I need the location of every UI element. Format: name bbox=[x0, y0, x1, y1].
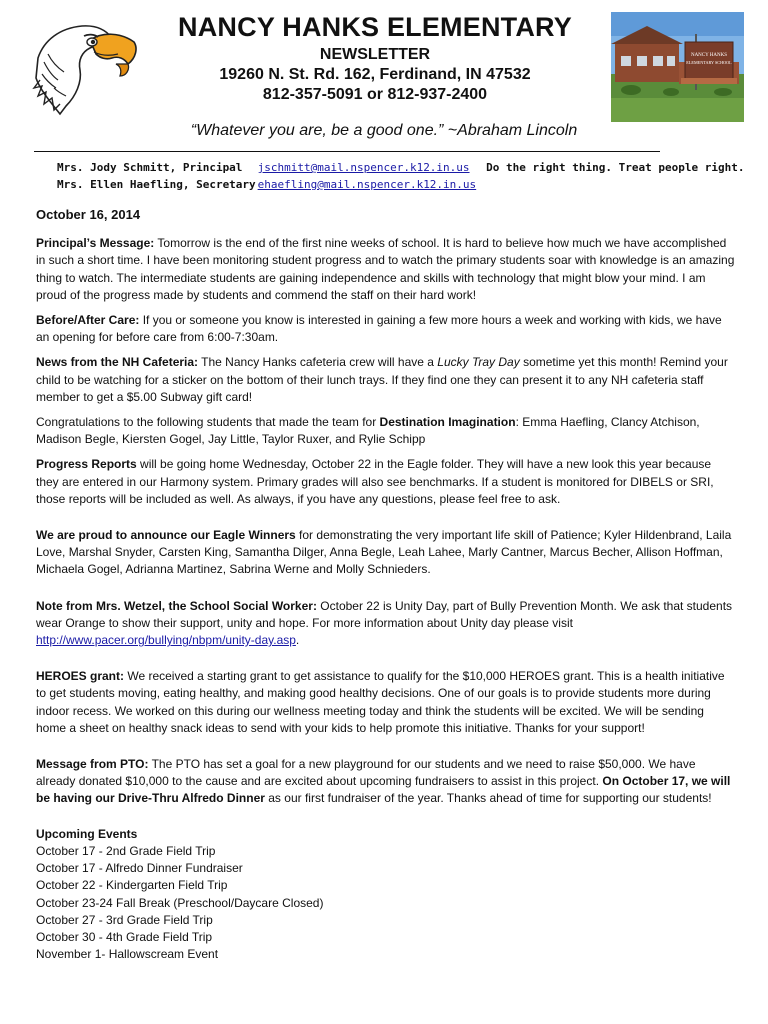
list-item: October 17 - 2nd Grade Field Trip bbox=[36, 843, 216, 858]
list-item: October 30 - 4th Grade Field Trip bbox=[36, 929, 213, 944]
section-heading: Before/After Care: bbox=[36, 313, 140, 328]
section-heading: HEROES grant: bbox=[36, 669, 125, 684]
social-worker-note bbox=[36, 598, 736, 650]
cafeteria-news bbox=[36, 354, 736, 406]
principal-name: Mrs. Jody Schmitt, Principal bbox=[57, 161, 243, 174]
section-text: The Nancy Hanks cafeteria crew will have a bbox=[198, 355, 438, 370]
alfredo-dinner-announcement: On October 17, we will be having our Drive-Thru Alfredo Dinner bbox=[36, 774, 731, 806]
section-heading: Principal’s Message: bbox=[36, 236, 155, 251]
school-name: NANCY HANKS ELEMENTARY bbox=[178, 12, 572, 42]
school-title-block bbox=[140, 12, 610, 105]
school-phone: 812-357-5091 or 812-937-2400 bbox=[262, 86, 488, 103]
section-text: We received a starting grant to get assistance to qualify for the $10,000 HEROES grant. This is a health initiative to get students moving, eating healthy, and making good healthy decisions. One of our goals is to provide students more during indoor recess. We worked on this during our wellness meeting today and think the students will be excited. We will be sending home a sheet on healthy snack ideas to send with your kids to help promote this initiative. Thanks for your support! bbox=[36, 669, 725, 735]
list-item: October 22 - Kindergarten Field Trip bbox=[36, 878, 228, 893]
upcoming-events-list bbox=[36, 843, 736, 963]
newsletter-header bbox=[0, 0, 768, 191]
section-text: . bbox=[295, 633, 300, 648]
eagle-winners bbox=[36, 527, 736, 579]
section-text: as our first fundraiser of the year. Thanks ahead of time for supporting our students! bbox=[264, 791, 712, 806]
section-text: will be going home Wednesday, October 22 in the Eagle folder. They will have a new look this year because they are entered in our Harmony system. Primary grades will also see benchmarks. If a student is monitored for DIBELS or SRI, those reports will be included as well. As always, if you have any questions, please feel free to ask. bbox=[36, 457, 714, 506]
section-text: Congratulations to the following students that made the team for bbox=[36, 415, 380, 430]
section-heading: News from the NH Cafeteria: bbox=[36, 355, 199, 370]
section-heading: Message from PTO: bbox=[36, 757, 149, 772]
pto-message bbox=[36, 756, 736, 808]
section-text: Tomorrow is the end of the first nine weeks of school. It is hard to believe how much we have accomplished in such a short time. I have been monitoring student progress and to watch the primary students soar with knowledge is an amazing thing to watch. The intermediate students are gaining independence and skills with technology that might blow your mind. I am proud of the progress made by students and commend the staff on their hard work! bbox=[36, 236, 735, 302]
section-text: If you or someone you know is interested in gaining a few more hours a week and working with kids, we have an opening for before care from 6:00-7:30am. bbox=[36, 313, 722, 345]
section-text: : Emma Haefling, Clancy Atchison, Madison Begle, Kiersten Gogel, Jay Little, Taylor Ruxer, and Rylie Schipp bbox=[36, 415, 700, 447]
list-item: November 1- Hallowscream Event bbox=[36, 947, 219, 962]
section-heading: We are proud to announce our Eagle Winners bbox=[36, 528, 296, 543]
eagle-mascot-logo bbox=[30, 18, 142, 122]
newsletter-label: NEWSLETTER bbox=[319, 46, 431, 63]
section-text: The PTO has set a goal for a new playground for our students and we need to raise $50,000. We have already donated $10,000 to the cause and are excited about upcoming fundraisers to assist in this project. bbox=[36, 757, 696, 789]
destination-imagination-label: Destination Imagination bbox=[379, 415, 516, 430]
svg-text:ELEMENTARY SCHOOL: ELEMENTARY SCHOOL bbox=[686, 60, 732, 65]
principal-message bbox=[36, 235, 736, 304]
section-text: October 22 is Unity Day, part of Bully Prevention Month. We ask that students wear Orange to show their support, unity and hope. For more information about Unity day please visit bbox=[36, 598, 733, 630]
destination-imagination bbox=[36, 414, 736, 448]
secretary-email-link[interactable]: ehaefling@mail.nspencer.k12.in.us bbox=[257, 178, 477, 191]
svg-text:NANCY HANKS: NANCY HANKS bbox=[690, 53, 728, 58]
secretary-row bbox=[57, 176, 744, 193]
school-address: 19260 N. St. Rd. 162, Ferdinand, IN 47532 bbox=[219, 66, 531, 83]
lincoln-quote: “Whatever you are, be a good one.” ~Abraham Lincoln bbox=[190, 122, 578, 139]
heroes-grant bbox=[36, 668, 736, 737]
secretary-name: Mrs. Ellen Haefling, Secretary bbox=[57, 178, 256, 191]
section-text: sometime yet this month! Remind your child to be watching for a sticker on the bottom of their lunch trays. If they find one they can present it to any NH cafeteria staff member to get a $5.00 Subway gift card! bbox=[36, 355, 728, 404]
newsletter-body bbox=[36, 206, 736, 963]
principal-email-link[interactable]: jschmitt@mail.nspencer.k12.in.us bbox=[257, 161, 470, 174]
principal-row bbox=[57, 159, 744, 176]
unity-day-link[interactable]: http://www.pacer.org/bullying/nbpm/unity-day.asp bbox=[36, 633, 296, 648]
before-after-care bbox=[36, 312, 736, 346]
section-heading: Note from Mrs. Wetzel, the School Social Worker: bbox=[36, 598, 317, 613]
list-item: October 23-24 Fall Break (Preschool/Daycare Closed) bbox=[36, 895, 324, 910]
upcoming-events-heading: Upcoming Events bbox=[36, 826, 138, 841]
staff-contacts bbox=[57, 159, 744, 193]
lucky-tray-day: Lucky Tray Day bbox=[437, 355, 520, 370]
school-building-photo bbox=[611, 12, 744, 122]
issue-date: October 16, 2014 bbox=[36, 207, 141, 222]
header-divider bbox=[34, 151, 660, 152]
list-item: October 27 - 3rd Grade Field Trip bbox=[36, 912, 213, 927]
progress-reports bbox=[36, 456, 736, 508]
section-heading: Progress Reports bbox=[36, 457, 137, 472]
school-motto: Do the right thing. Treat people right. bbox=[486, 161, 745, 174]
section-text: for demonstrating the very important life skill of Patience; Kyler Hildenbrand, Laila Love, Marshal Snyder, Carsten King, Samantha Dilger, Anna Begle, Leah Lahee, Marly Cantner, Marcus Becher, Allison Hoffman, Michaela Gogel, Adrianna Martinez, Sabrina Werne and Molly Schnieders. bbox=[36, 528, 732, 577]
list-item: October 17 - Alfredo Dinner Fundraiser bbox=[36, 861, 243, 876]
